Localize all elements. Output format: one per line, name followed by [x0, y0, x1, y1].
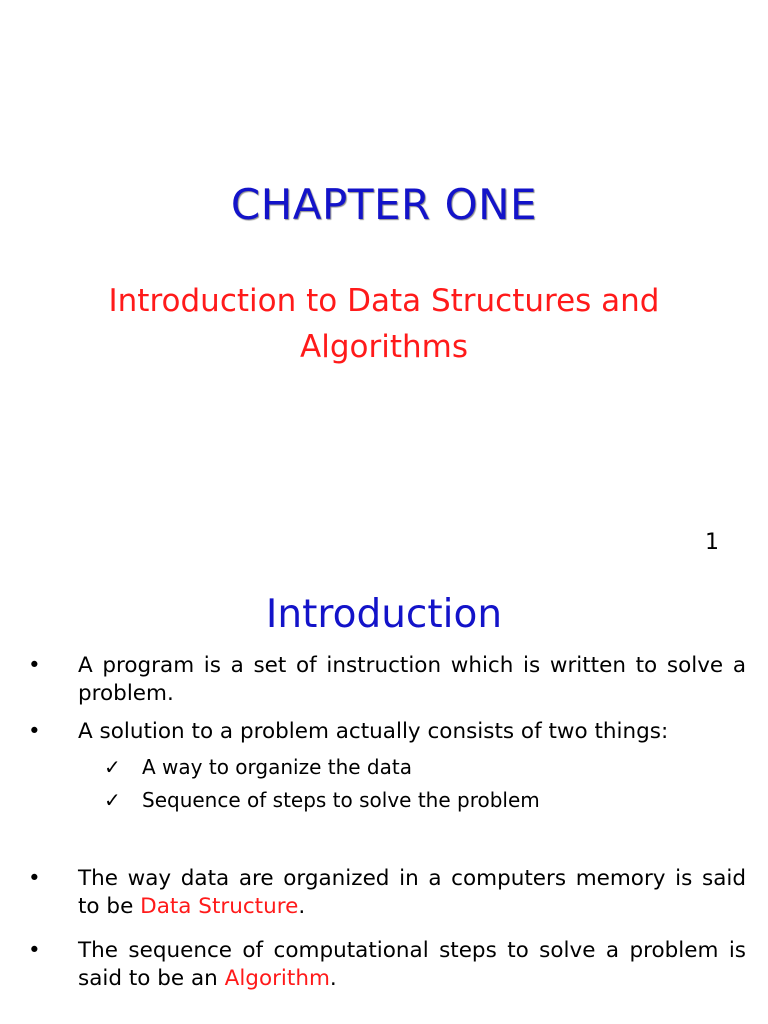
bullet-text — [78, 865, 746, 921]
bullet-text: A solution to a problem actually consists of two things: — [78, 719, 669, 744]
bullet-text-part: The way data are organized in a computers memory is said to be — [78, 866, 746, 919]
bullet-text — [78, 937, 746, 993]
bullet-text-part: The sequence of computational steps to solve a problem is said to be an — [78, 938, 746, 991]
checklist-text: Sequence of steps to solve the problem — [142, 788, 540, 812]
highlight-term: Algorithm — [224, 966, 330, 991]
bullet-icon: • — [28, 653, 41, 678]
bullet-text-part: . — [298, 894, 306, 919]
subtitle-line-1: Introduction to Data Structures and — [108, 283, 660, 319]
chapter-title: CHAPTER ONE — [230, 180, 538, 229]
checkmark-icon: ✓ — [104, 788, 121, 812]
bullet-icon: • — [28, 938, 41, 963]
bullet-icon: • — [28, 866, 41, 891]
subtitle-line-2: Algorithms — [300, 329, 468, 365]
chapter-subtitle — [40, 278, 728, 370]
introduction-slide — [0, 580, 768, 1024]
checkmark-icon: ✓ — [104, 755, 121, 779]
bullet-icon: • — [28, 719, 41, 744]
bullet-text: A program is a set of instruction which is written to solve a problem. — [78, 653, 746, 706]
bullet-text-part: . — [329, 966, 337, 991]
page-number: 1 — [705, 530, 719, 555]
section-heading: Introduction — [265, 592, 503, 637]
checklist-text: A way to organize the data — [142, 755, 412, 779]
highlight-term: Data Structure — [140, 894, 299, 919]
